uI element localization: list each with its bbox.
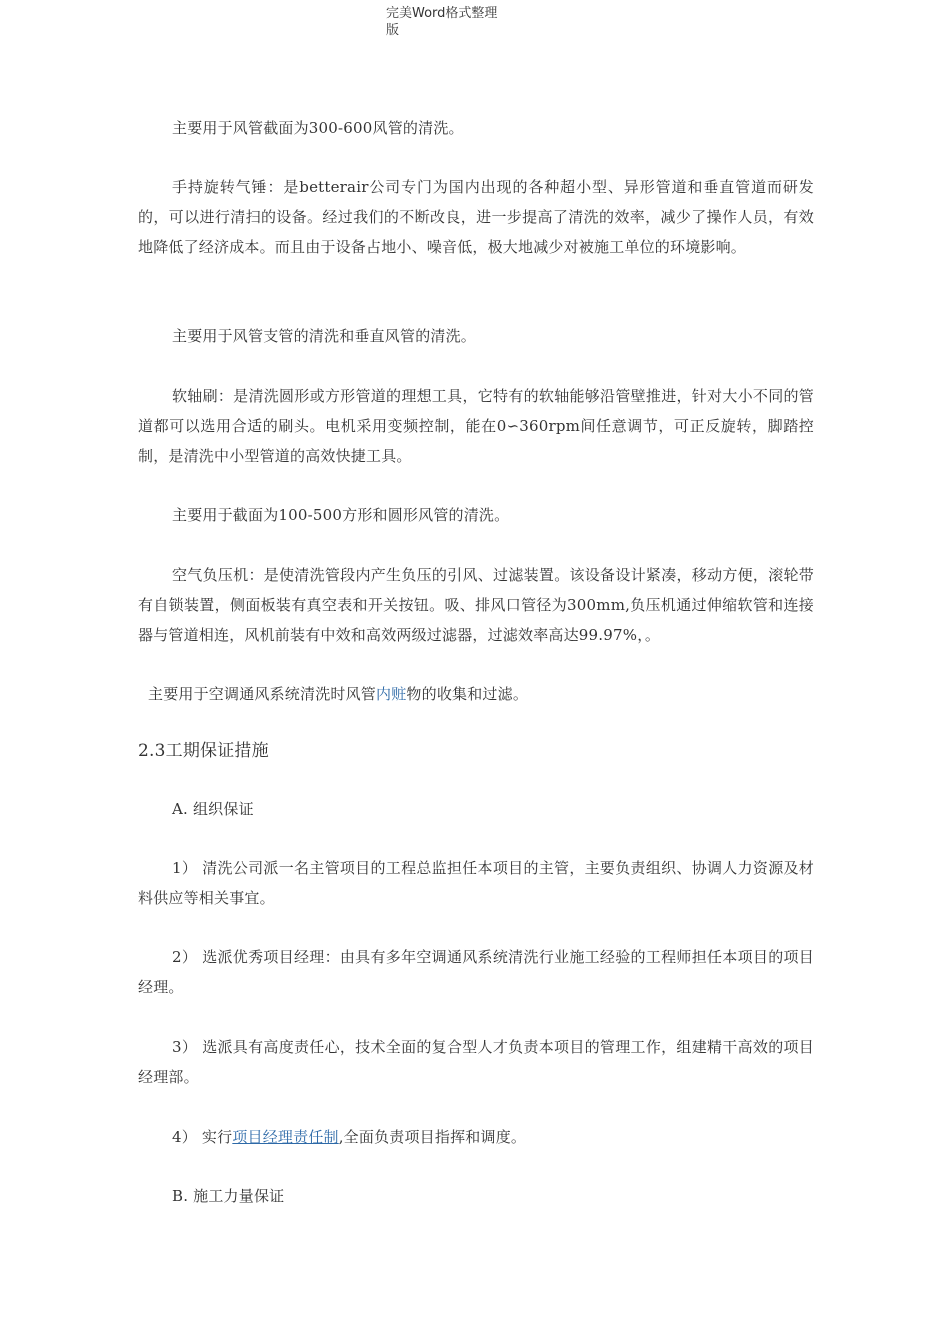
- subheading-organization: A. 组织保证: [172, 800, 254, 818]
- paragraph-collection-usage: [138, 679, 814, 709]
- list-item-2: 2） 选派优秀项目经理：由具有多年空调通风系统清洗行业施工经验的工程师担任本项目的项目经理。: [138, 948, 814, 996]
- paragraph-negative-pressure-machine: 空气负压机：是使清洗管段内产生负压的引风、过滤装置。该设备设计紧凑，移动方便，滚轮带有自锁装置，侧面板装有真空表和开关按钮。吸、排风口管径为300mm,负压机通过伸缩软管和连接器与管道相连，风机前装有中效和高效两级过滤器，过滤效率高达99.97%，。: [138, 566, 814, 644]
- paragraph-branch-duct-usage: 主要用于风管支管的清洗和垂直风管的清洗。: [172, 327, 477, 345]
- list-item-4-start: 4） 实行: [172, 1128, 233, 1146]
- list-item-3: 3） 选派具有高度责任心，技术全面的复合型人才负责本项目的管理工作，组建精干高效的项目经理部。: [138, 1038, 814, 1086]
- subheading-construction-force: B. 施工力量保证: [172, 1187, 285, 1205]
- project-manager-responsibility-link[interactable]: 项目经理责任制: [232, 1128, 339, 1146]
- highlighted-term: 内赃: [376, 685, 407, 703]
- paragraph-section-usage: 主要用于截面为100-500方形和圆形风管的清洗。: [172, 506, 510, 524]
- header-line-1: 完美Word格式整理: [386, 6, 498, 21]
- paragraph-flexible-shaft-brush: 软轴刷：是清洗圆形或方形管道的理想工具，它特有的软轴能够沿管壁推进，针对大小不同的管道都可以选用合适的刷头。电机采用变频控制，能在0∽360rpm间任意调节，可正反旋转，脚踏控制，是清洗中小型管道的高效快捷工具。: [138, 387, 814, 465]
- collection-text-start: 主要用于空调通风系统清洗时风管: [148, 685, 377, 703]
- collection-text-end: 物的收集和过滤。: [406, 685, 529, 703]
- header-line-2: 版: [386, 23, 400, 38]
- paragraph-air-hammer: 手持旋转气锤：是betterair公司专门为国内出现的各种超小型、异形管道和垂直管道而研发的，可以进行清扫的设备。经过我们的不断改良，进一步提高了清洗的效率，减少了操作人员，有效地降低了经济成本。而且由于设备占地小、噪音低，极大地减少对被施工单位的环境影响。: [138, 178, 814, 256]
- section-heading-2-3: 2.3工期保证措施: [138, 741, 269, 761]
- paragraph-duct-cleaning-usage: 主要用于风管截面为300-600风管的清洗。: [172, 119, 464, 137]
- page-header: [386, 5, 516, 39]
- list-item-4: [138, 1122, 814, 1152]
- list-item-4-end: ,全面负责项目指挥和调度。: [338, 1128, 527, 1146]
- list-item-1: 1） 清洗公司派一名主管项目的工程总监担任本项目的主管，主要负责组织、协调人力资源及材料供应等相关事宜。: [138, 859, 814, 907]
